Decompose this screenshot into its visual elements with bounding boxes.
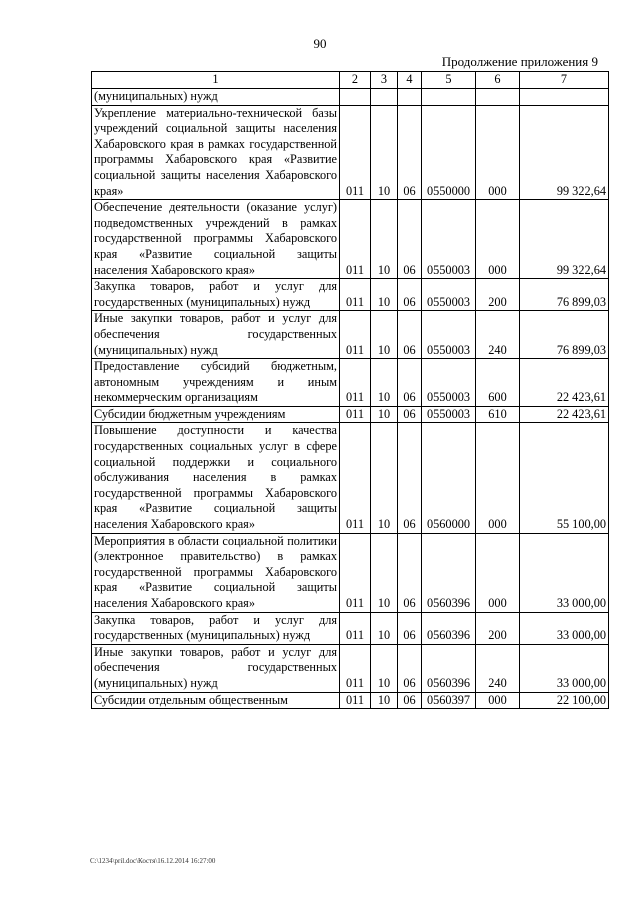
target-article-code: 0550003	[422, 406, 476, 423]
section-code: 10	[371, 105, 398, 200]
row-description: Укрепление материально-технической базы учреждений социальной защиты населения Хабаровского края в рамках государственной программы Хабаровского края «Развитие социальной защиты населения Хабаровского края»	[92, 105, 340, 200]
amount: 99 322,64	[520, 200, 609, 279]
budget-table	[91, 71, 609, 709]
file-path-footer: C:\1234\pril.doc\Костя\16.12.2014 16:27:00	[90, 857, 216, 865]
column-header: 6	[476, 72, 520, 89]
subsection-code: 06	[398, 423, 422, 533]
ministry-code: 011	[340, 200, 371, 279]
amount: 22 100,00	[520, 692, 609, 709]
amount: 22 423,61	[520, 359, 609, 407]
table-row	[92, 533, 609, 612]
subsection-code: 06	[398, 644, 422, 692]
row-description: Предоставление субсидий бюджетным, автономным учреждениям и иным некоммерческим организациям	[92, 359, 340, 407]
column-header: 7	[520, 72, 609, 89]
table-row	[92, 200, 609, 279]
ministry-code: 011	[340, 359, 371, 407]
target-article-code: 0560396	[422, 644, 476, 692]
target-article-code: 0560396	[422, 612, 476, 644]
amount: 76 899,03	[520, 279, 609, 311]
target-article-code	[422, 89, 476, 106]
ministry-code: 011	[340, 406, 371, 423]
expense-type-code: 000	[476, 692, 520, 709]
row-description: Субсидии бюджетным учреждениям	[92, 406, 340, 423]
row-description: Мероприятия в области социальной политики (электронное правительство) в рамках государственной программы Хабаровского края «Развитие социальной защиты населения Хабаровского края»	[92, 533, 340, 612]
row-description: Закупка товаров, работ и услуг для государственных (муниципальных) нужд	[92, 279, 340, 311]
ministry-code: 011	[340, 692, 371, 709]
subsection-code: 06	[398, 406, 422, 423]
target-article-code: 0560000	[422, 423, 476, 533]
ministry-code: 011	[340, 423, 371, 533]
table-row	[92, 692, 609, 709]
table-row	[92, 612, 609, 644]
amount: 99 322,64	[520, 105, 609, 200]
subsection-code: 06	[398, 359, 422, 407]
expense-type-code: 240	[476, 311, 520, 359]
column-header: 5	[422, 72, 476, 89]
table-row	[92, 279, 609, 311]
expense-type-code: 240	[476, 644, 520, 692]
section-code: 10	[371, 612, 398, 644]
section-code: 10	[371, 200, 398, 279]
target-article-code: 0550003	[422, 311, 476, 359]
section-code: 10	[371, 692, 398, 709]
amount	[520, 89, 609, 106]
ministry-code: 011	[340, 279, 371, 311]
expense-type-code: 200	[476, 612, 520, 644]
section-code: 10	[371, 644, 398, 692]
ministry-code: 011	[340, 533, 371, 612]
column-header: 4	[398, 72, 422, 89]
row-description: Субсидии отдельным общественным	[92, 692, 340, 709]
column-header: 3	[371, 72, 398, 89]
table-row	[92, 89, 609, 106]
target-article-code: 0550003	[422, 279, 476, 311]
page-number: 90	[313, 36, 327, 51]
subsection-code: 06	[398, 612, 422, 644]
amount: 76 899,03	[520, 311, 609, 359]
row-description: Иные закупки товаров, работ и услуг для обеспечения государственных (муниципальных) нужд	[92, 644, 340, 692]
amount: 33 000,00	[520, 612, 609, 644]
section-code: 10	[371, 311, 398, 359]
row-description: Обеспечение деятельности (оказание услуг) подведомственных учреждений в рамках государственной программы Хабаровского края «Развитие социальной защиты населения Хабаровского края»	[92, 200, 340, 279]
target-article-code: 0550003	[422, 359, 476, 407]
target-article-code: 0560397	[422, 692, 476, 709]
section-code: 10	[371, 359, 398, 407]
ministry-code: 011	[340, 644, 371, 692]
amount: 33 000,00	[520, 644, 609, 692]
ministry-code	[340, 89, 371, 106]
column-header: 2	[340, 72, 371, 89]
amount: 22 423,61	[520, 406, 609, 423]
expense-type-code: 600	[476, 359, 520, 407]
row-description: Закупка товаров, работ и услуг для государственных (муниципальных) нужд	[92, 612, 340, 644]
section-code	[371, 89, 398, 106]
target-article-code: 0550000	[422, 105, 476, 200]
ministry-code: 011	[340, 612, 371, 644]
column-header: 1	[92, 72, 340, 89]
target-article-code: 0550003	[422, 200, 476, 279]
subsection-code: 06	[398, 279, 422, 311]
expense-type-code: 610	[476, 406, 520, 423]
header-row	[92, 72, 609, 89]
continuation-label: Продолжение приложения 9	[441, 54, 598, 69]
subsection-code: 06	[398, 105, 422, 200]
subsection-code: 06	[398, 533, 422, 612]
table-row	[92, 644, 609, 692]
expense-type-code: 000	[476, 533, 520, 612]
subsection-code	[398, 89, 422, 106]
section-code: 10	[371, 533, 398, 612]
expense-type-code: 000	[476, 105, 520, 200]
ministry-code: 011	[340, 105, 371, 200]
table-row	[92, 423, 609, 533]
amount: 33 000,00	[520, 533, 609, 612]
expense-type-code: 000	[476, 200, 520, 279]
expense-type-code: 000	[476, 423, 520, 533]
row-description: Повышение доступности и качества государственных социальных услуг в сфере социальной поддержки и социального обслуживания населения в рамках государственной программы Хабаровского края «Развитие социальной защиты населения Хабаровского края»	[92, 423, 340, 533]
row-description: (муниципальных) нужд	[92, 89, 340, 106]
expense-type-code	[476, 89, 520, 106]
target-article-code: 0560396	[422, 533, 476, 612]
amount: 55 100,00	[520, 423, 609, 533]
subsection-code: 06	[398, 692, 422, 709]
section-code: 10	[371, 423, 398, 533]
section-code: 10	[371, 279, 398, 311]
subsection-code: 06	[398, 311, 422, 359]
table-row	[92, 105, 609, 200]
subsection-code: 06	[398, 200, 422, 279]
table-row	[92, 359, 609, 407]
section-code: 10	[371, 406, 398, 423]
row-description: Иные закупки товаров, работ и услуг для обеспечения государственных (муниципальных) нужд	[92, 311, 340, 359]
expense-type-code: 200	[476, 279, 520, 311]
table-row	[92, 406, 609, 423]
table-row	[92, 311, 609, 359]
ministry-code: 011	[340, 311, 371, 359]
